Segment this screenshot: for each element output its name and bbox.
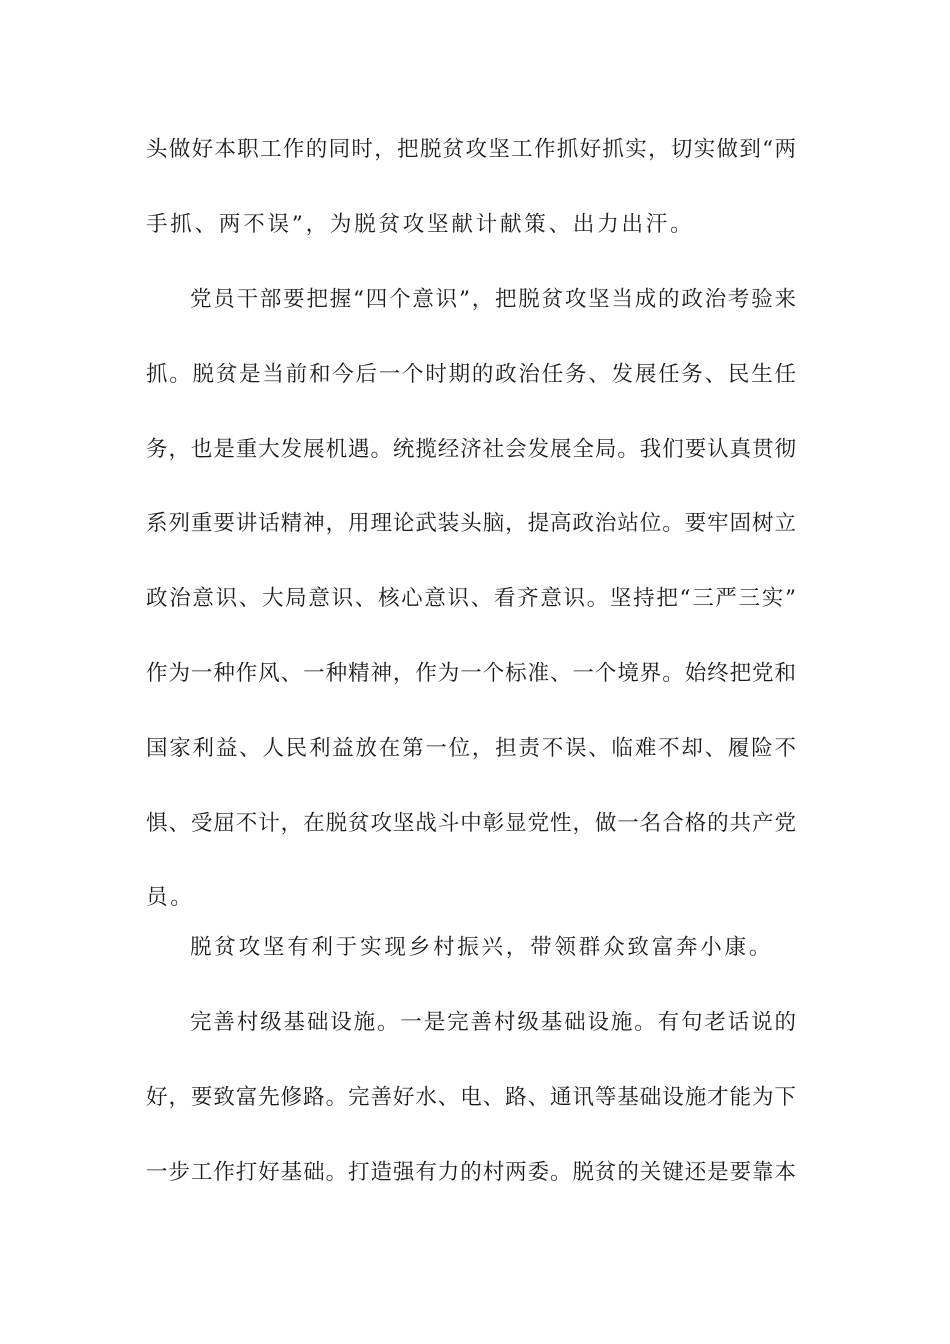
text-line: 员。 (146, 885, 195, 910)
text-line: 手抓、两不误”，为脱贫攻坚献计献策、出力出汗。 (146, 212, 695, 237)
text-line: 系列重要讲话精神，用理论武装头脑，提高政治站位。要牢固树立 (146, 511, 796, 536)
text-line: 好，要致富先修路。完善好水、电、路、通讯等基础设施才能为下 (146, 1085, 796, 1110)
text-line: 务，也是重大发展机遇。统揽经济社会发展全局。我们要认真贯彻 (146, 437, 796, 462)
text-line: 作为一种作风、一种精神，作为一个标准、一个境界。始终把党和 (146, 661, 796, 686)
text-line: 政治意识、大局意识、核心意识、看齐意识。坚持把“三严三实” (146, 586, 796, 611)
text-line: 抓。脱贫是当前和今后一个时期的政治任务、发展任务、民生任 (146, 362, 796, 387)
text-line: 头做好本职工作的同时，把脱贫攻坚工作抓好抓实，切实做到“两 (146, 137, 796, 162)
text-line: 惧、受屈不计，在脱贫攻坚战斗中彰显党性，做一名合格的共产党 (146, 811, 796, 836)
text-line: 党员干部要把握“四个意识”，把脱贫攻坚当成的政治考验来 (190, 287, 796, 312)
text-line: 一步工作打好基础。打造强有力的村两委。脱贫的关键还是要靠本 (146, 1160, 796, 1185)
text-line: 国家利益、人民利益放在第一位，担责不误、临难不却、履险不 (146, 736, 796, 761)
text-line: 脱贫攻坚有利于实现乡村振兴，带领群众致富奔小康。 (190, 935, 774, 960)
text-line: 完善村级基础设施。一是完善村级基础设施。有句老话说的 (190, 1010, 796, 1035)
